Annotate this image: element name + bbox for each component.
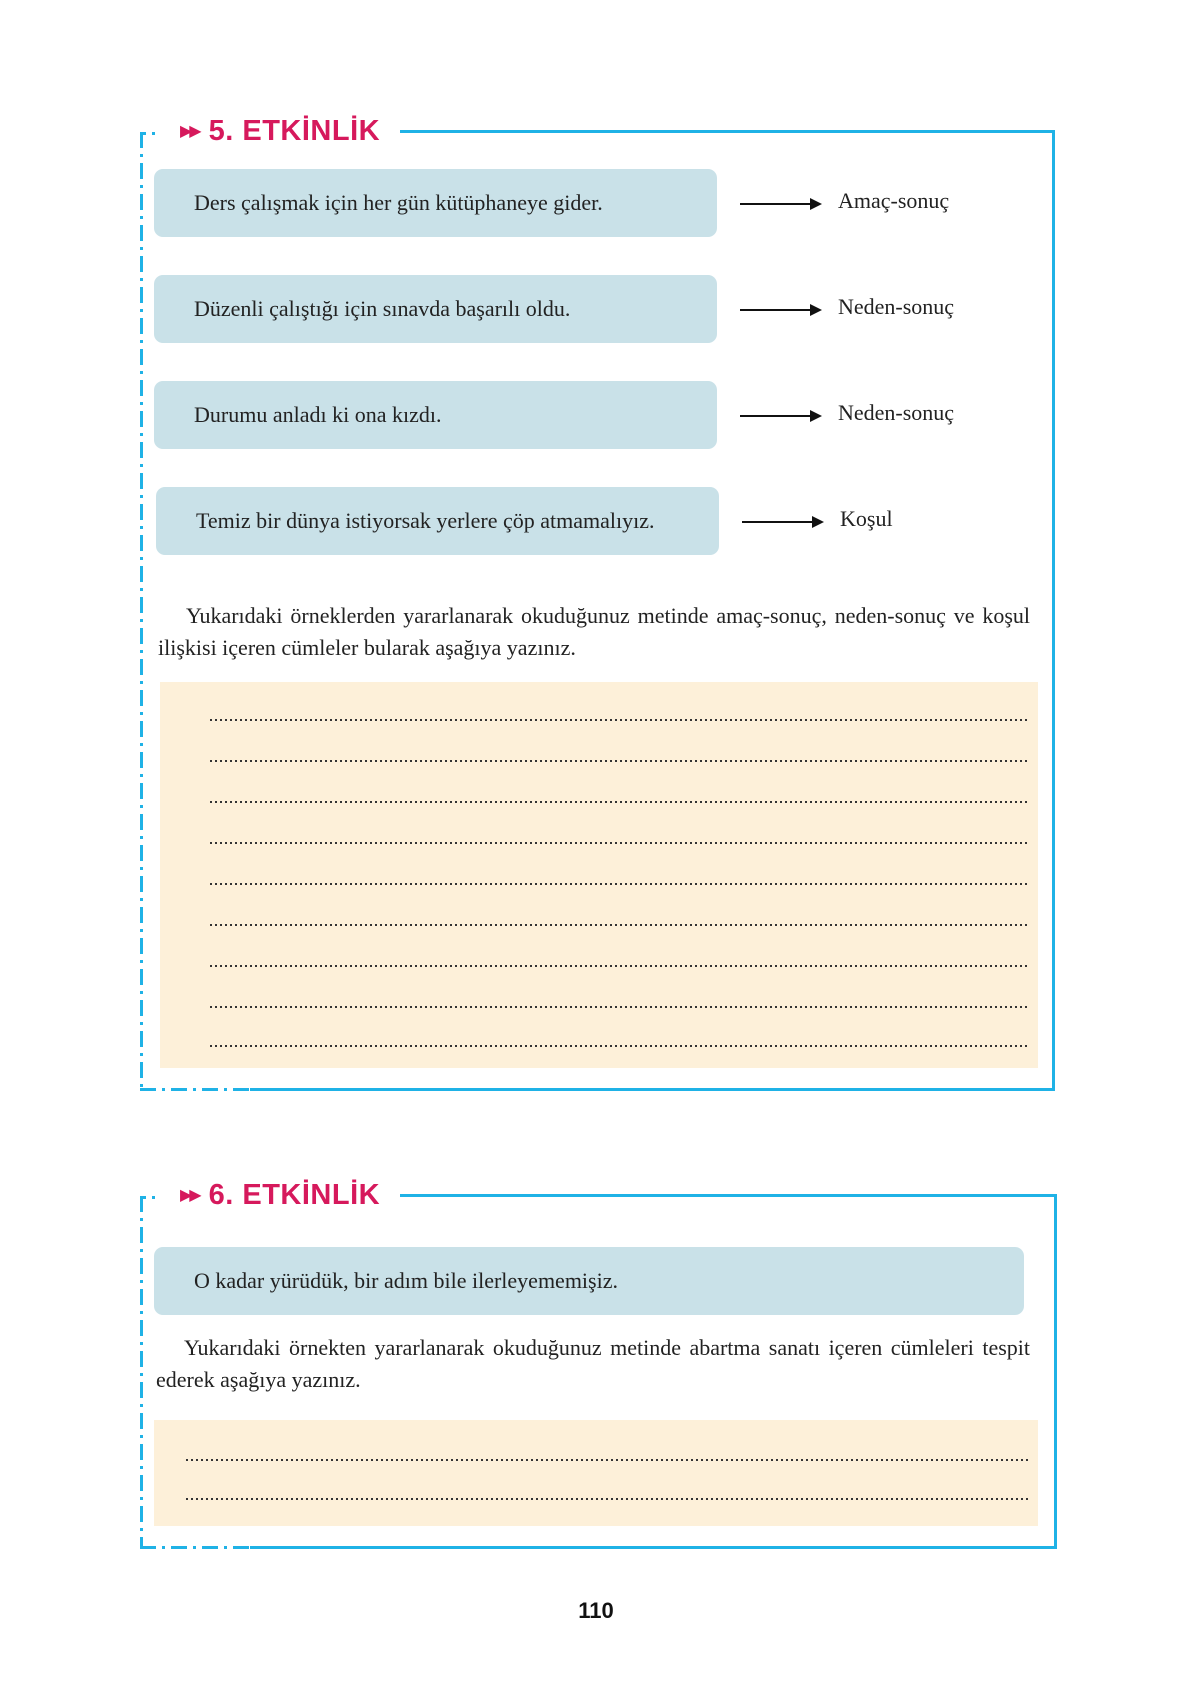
answer-line[interactable] <box>210 801 1028 803</box>
arrow-icon <box>740 203 820 205</box>
arrow-icon <box>740 415 820 417</box>
activity-6-title <box>176 1176 388 1214</box>
example-sentence-1: Ders çalışmak için her gün kütüphaneye gider. <box>154 169 717 237</box>
activity-5-answer-area[interactable] <box>160 682 1038 1068</box>
relation-label-3: Neden-sonuç <box>838 400 955 425</box>
example-sentence-3: Durumu anladı ki ona kızdı. <box>154 381 717 449</box>
example-sentence-2: Düzenli çalıştığı için sınavda başarılı oldu. <box>154 275 717 343</box>
activity-5-instruction: Yukarıdaki örneklerden yararlanarak okuduğunuz metinde amaç-sonuç, neden-sonuç ve koşul ilişkisi içeren cümleler bularak aşağıya yazınız. <box>158 603 1030 660</box>
activity-5-title <box>176 112 388 150</box>
activity-5-title-text: 5. ETKİNLİK <box>208 114 381 147</box>
relation-label-1: Amaç-sonuç <box>838 188 950 213</box>
relation-label-4: Koşul <box>840 506 893 531</box>
example-sentence: O kadar yürüdük, bir adım bile ilerleyememişiz. <box>154 1247 1024 1315</box>
answer-line[interactable] <box>210 924 1028 926</box>
answer-line[interactable] <box>210 1006 1028 1008</box>
activity-6-title-text: 6. ETKİNLİK <box>208 1178 381 1211</box>
answer-line[interactable] <box>210 760 1028 762</box>
page-number: 110 <box>578 1598 614 1623</box>
answer-line[interactable] <box>210 965 1028 967</box>
activity-6-instruction: Yukarıdaki örnekten yararlanarak okuduğunuz metinde abartma sanatı içeren cümleleri tespit ederek aşağıya yazınız. <box>156 1335 1030 1392</box>
answer-line[interactable] <box>210 719 1028 721</box>
answer-line[interactable] <box>210 842 1028 844</box>
answer-line[interactable] <box>210 883 1028 885</box>
answer-line[interactable] <box>210 1045 1028 1047</box>
arrow-icon <box>742 521 822 523</box>
activity-6-answer-area[interactable] <box>154 1420 1038 1526</box>
answer-line[interactable] <box>186 1498 1028 1500</box>
double-arrow-icon: ▶▶ <box>180 1187 199 1204</box>
relation-label-2: Neden-sonuç <box>838 294 955 319</box>
example-sentence-4: Temiz bir dünya istiyorsak yerlere çöp atmamalıyız. <box>156 487 719 555</box>
arrow-icon <box>740 309 820 311</box>
double-arrow-icon: ▶▶ <box>180 123 199 140</box>
answer-line[interactable] <box>186 1459 1028 1461</box>
